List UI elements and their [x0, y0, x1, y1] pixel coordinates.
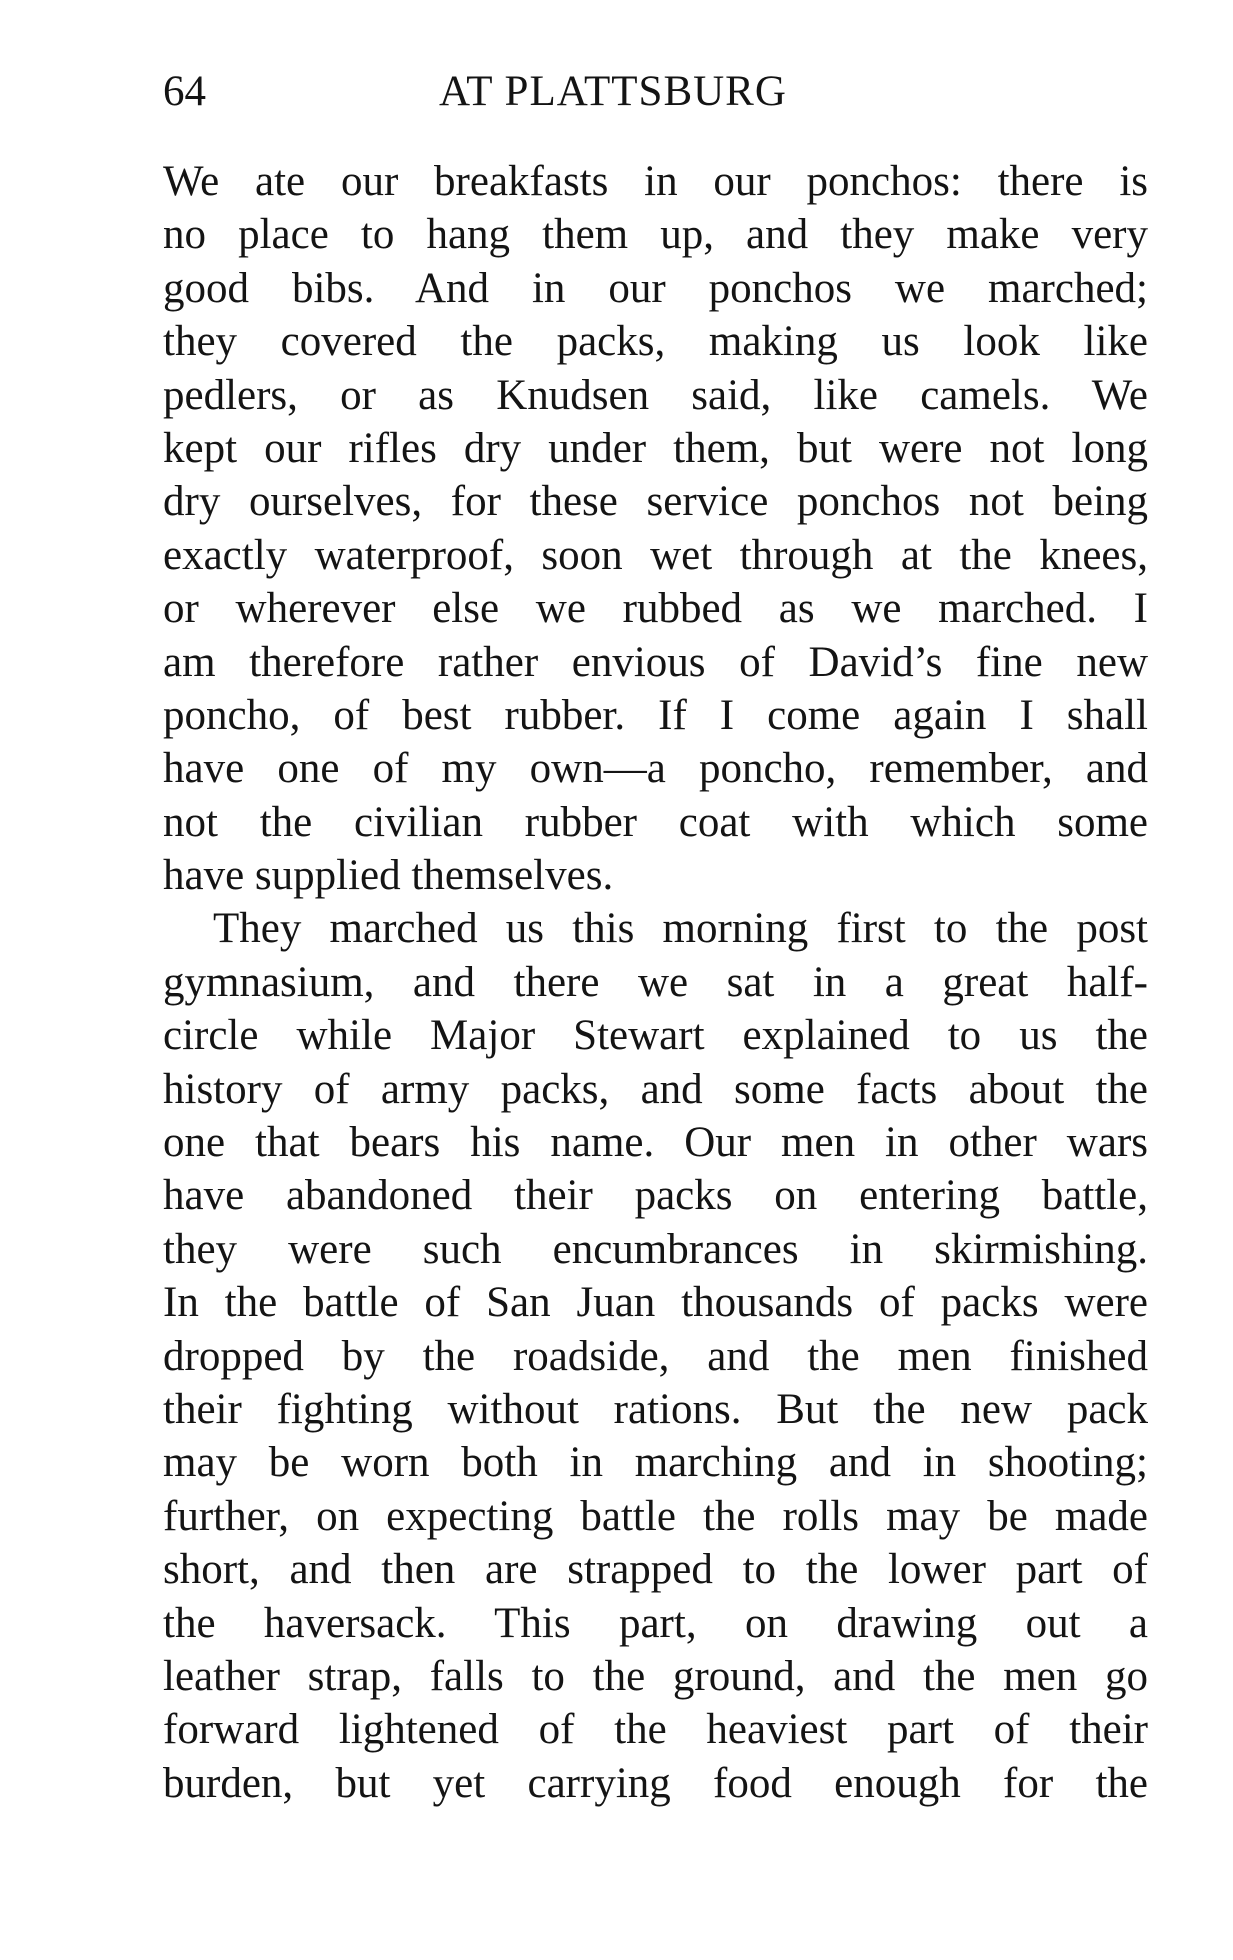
text-line: have one of my own—a poncho, remember, and — [163, 745, 1148, 793]
page-header — [163, 62, 1148, 122]
text-line: kept our rifles dry under them, but were not long — [163, 424, 1148, 472]
page-number: 64 — [163, 68, 206, 115]
text-line: the haversack. This part, on drawing out a — [163, 1599, 1148, 1647]
text-line: In the battle of San Juan thousands of packs were — [163, 1279, 1148, 1327]
text-line: dry ourselves, for these service ponchos not being — [163, 478, 1148, 526]
text-line: one that bears his name. Our men in other wars — [163, 1119, 1148, 1167]
text-line: dropped by the roadside, and the men finished — [163, 1332, 1148, 1380]
text-line: may be worn both in marching and in shooting; — [163, 1439, 1148, 1487]
text-line: their fighting without rations. But the new pack — [163, 1385, 1148, 1433]
text-line: am therefore rather envious of David’s fine new — [163, 638, 1148, 686]
text-line: or wherever else we rubbed as we marched. I — [163, 585, 1148, 633]
text-line: exactly waterproof, soon wet through at the knees, — [163, 531, 1148, 579]
text-line: forward lightened of the heaviest part of their — [163, 1706, 1148, 1754]
text-line: short, and then are strapped to the lower part of — [163, 1546, 1148, 1594]
text-line: have abandoned their packs on entering battle, — [163, 1172, 1148, 1220]
text-line: poncho, of best rubber. If I come again I shall — [163, 691, 1148, 739]
text-line: circle while Major Stewart explained to us the — [163, 1012, 1148, 1060]
text-line: pedlers, or as Knudsen said, like camels. We — [163, 371, 1148, 419]
text-line: have supplied themselves. — [163, 852, 614, 900]
text-line: history of army packs, and some facts about the — [163, 1065, 1148, 1113]
text-line: no place to hang them up, and they make very — [163, 211, 1148, 259]
text-line: They marched us this morning first to the post — [213, 905, 1148, 953]
text-line: further, on expecting battle the rolls may be made — [163, 1492, 1148, 1540]
text-line: they were such encumbrances in skirmishing. — [163, 1225, 1148, 1273]
running-head: AT PLATTSBURG — [439, 68, 787, 115]
body-text — [163, 155, 1148, 1810]
text-line: leather strap, falls to the ground, and the men go — [163, 1652, 1148, 1700]
text-line: burden, but yet carrying food enough for the — [163, 1759, 1148, 1807]
text-line: We ate our breakfasts in our ponchos: there is — [163, 158, 1148, 205]
text-line: they covered the packs, making us look like — [163, 318, 1148, 366]
text-line: not the civilian rubber coat with which some — [163, 798, 1148, 846]
text-line: gymnasium, and there we sat in a great half- — [163, 958, 1148, 1006]
text-line: good bibs. And in our ponchos we marched; — [163, 264, 1148, 312]
